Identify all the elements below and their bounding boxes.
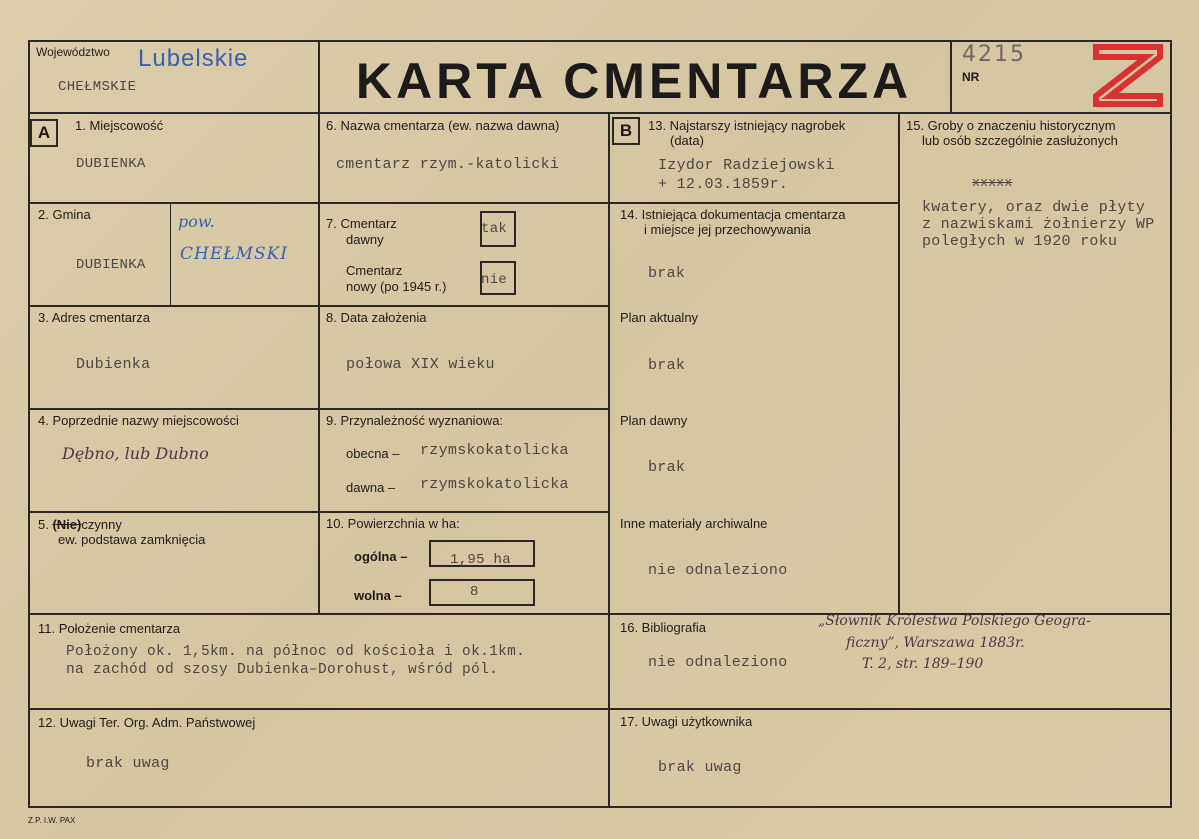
- field-4-handwritten: Dębno, lub Dubno: [62, 444, 209, 463]
- row-line: [610, 202, 900, 204]
- plan-aktualny-value: brak: [648, 357, 686, 374]
- field-6-value: cmentarz rzym.-katolicki: [336, 156, 560, 173]
- field-9-obecna-label: obecna –: [346, 446, 400, 461]
- field-3-label: 3. Adres cmentarza: [38, 310, 150, 325]
- field-5-rest: czynny: [81, 517, 122, 532]
- field-13-line2: + 12.03.1859r.: [658, 176, 789, 193]
- field-9-obecna-value: rzymskokatolicka: [420, 442, 569, 459]
- field-16-value: nie odnaleziono: [648, 654, 788, 671]
- wojewodztwo-value: Lubelskie: [138, 45, 249, 72]
- field-10-ogolna-label: ogólna –: [354, 549, 408, 564]
- field-14-value: brak: [648, 265, 686, 282]
- field-14-label-2: i miejsce jej przechowywania: [644, 222, 811, 237]
- plan-aktualny-label: Plan aktualny: [620, 310, 699, 325]
- field-7-label-b2: nowy (po 1945 r.): [346, 279, 447, 294]
- field-13-label-2: (data): [670, 133, 704, 148]
- column-line: [318, 40, 320, 613]
- row-line: [28, 708, 1172, 710]
- field-15-label-2: lub osób szczególnie zasłużonych: [922, 133, 1118, 148]
- field-7-label-a1: 7. Cmentarz: [326, 216, 397, 231]
- section-a-box: A: [30, 119, 58, 147]
- field-17-value: brak uwag: [658, 759, 742, 776]
- field-2-handwritten-pow: pow.: [178, 212, 215, 231]
- field-3-value: Dubienka: [76, 356, 151, 373]
- field-15-line3: poległych w 1920 roku: [922, 233, 1118, 250]
- field-9-dawna-value: rzymskokatolicka: [420, 476, 569, 493]
- red-z-stamp-icon: [1092, 42, 1164, 108]
- field-4-label: 4. Poprzednie nazwy miejscowości: [38, 413, 239, 428]
- field-7-value-b: nie: [481, 272, 508, 288]
- field-16-label: 16. Bibliografia: [620, 620, 706, 635]
- field-16-handwritten-line2: ficzny”, Warszawa 1883r.: [846, 635, 1025, 651]
- field-2-label: 2. Gmina: [38, 207, 91, 222]
- field-11-label: 11. Położenie cmentarza: [38, 621, 181, 636]
- field-7-label-b1: Cmentarz: [346, 263, 403, 278]
- nr-value: 4215: [962, 42, 1026, 67]
- column-line: [608, 112, 610, 808]
- field-5-struck: (Nie): [52, 517, 82, 532]
- field-2-value: DUBIENKA: [76, 257, 146, 273]
- field-5-label-line2: ew. podstawa zamknięcia: [58, 532, 206, 547]
- field-10-wolna-box: [429, 579, 535, 606]
- field-13-label-1: 13. Najstarszy istniejący nagrobek: [648, 118, 846, 133]
- field-17-label: 17. Uwagi użytkownika: [620, 714, 753, 729]
- field-16-handwritten-line3: T. 2, str. 189–190: [862, 656, 984, 672]
- field-8-value: połowa XIX wieku: [346, 356, 495, 373]
- field-16-handwritten-line1: „Słownik Królestwa Polskiego Geogra-: [818, 613, 1091, 629]
- section-b-box: B: [612, 117, 640, 145]
- field-10-wolna-label: wolna –: [354, 588, 402, 603]
- field-7-value-a: tak: [481, 221, 508, 237]
- inne-materialy-value: nie odnaleziono: [648, 562, 788, 579]
- plan-dawny-label: Plan dawny: [620, 413, 688, 428]
- plan-dawny-value: brak: [648, 459, 686, 476]
- column-line: [950, 40, 952, 112]
- header-divider: [28, 112, 1172, 114]
- field-5-prefix: 5.: [38, 517, 53, 532]
- powiat-value: CHEŁMSKIE: [58, 79, 137, 95]
- field-8-label: 8. Data założenia: [326, 310, 427, 325]
- field-1-value: DUBIENKA: [76, 156, 146, 172]
- field-12-label: 12. Uwagi Ter. Org. Adm. Państwowej: [38, 715, 256, 730]
- field-7-label-a2: dawny: [346, 232, 384, 247]
- field-15-label-1: 15. Groby o znaczeniu historycznym: [906, 118, 1116, 133]
- field-9-dawna-label: dawna –: [346, 480, 396, 495]
- field-14-label-1: 14. Istniejąca dokumentacja cmentarza: [620, 207, 846, 222]
- printer-mark: Z.P. I.W. PAX: [28, 816, 76, 825]
- inne-materialy-label: Inne materiały archiwalne: [620, 516, 768, 531]
- column-line: [898, 112, 900, 613]
- field-6-label: 6. Nazwa cmentarza (ew. nazwa dawna): [326, 118, 560, 133]
- column-line: [170, 202, 171, 305]
- wojewodztwo-label: Województwo: [36, 45, 110, 59]
- page-title: KARTA CMENTARZA: [355, 53, 913, 109]
- field-15-struck: xxxxx: [972, 175, 1013, 190]
- field-11-line2: na zachód od szosy Dubienka–Dorohust, wśród pól.: [66, 662, 499, 678]
- row-line: [318, 202, 610, 204]
- row-line: [28, 202, 318, 204]
- field-9-label: 9. Przynależność wyznaniowa:: [326, 413, 504, 428]
- field-10-label: 10. Powierzchnia w ha:: [326, 516, 460, 531]
- nr-label: NR: [962, 70, 980, 84]
- field-13-line1: Izydor Radziejowski: [658, 157, 835, 174]
- field-11-line1: Położony ok. 1,5km. na północ od kościoła i ok.1km.: [66, 644, 526, 660]
- field-2-handwritten-powiat: CHEŁMSKI: [180, 244, 289, 264]
- field-15-line2: z nazwiskami żołnierzy WP: [922, 216, 1155, 233]
- field-1-label: 1. Miejscowość: [75, 118, 164, 133]
- field-10-ogolna-value: 1,95 ha: [450, 552, 511, 568]
- field-12-value: brak uwag: [86, 755, 170, 772]
- field-10-wolna-value: 8: [470, 584, 479, 600]
- field-15-line1: kwatery, oraz dwie płyty: [922, 199, 1146, 216]
- field-5-label: [38, 517, 122, 533]
